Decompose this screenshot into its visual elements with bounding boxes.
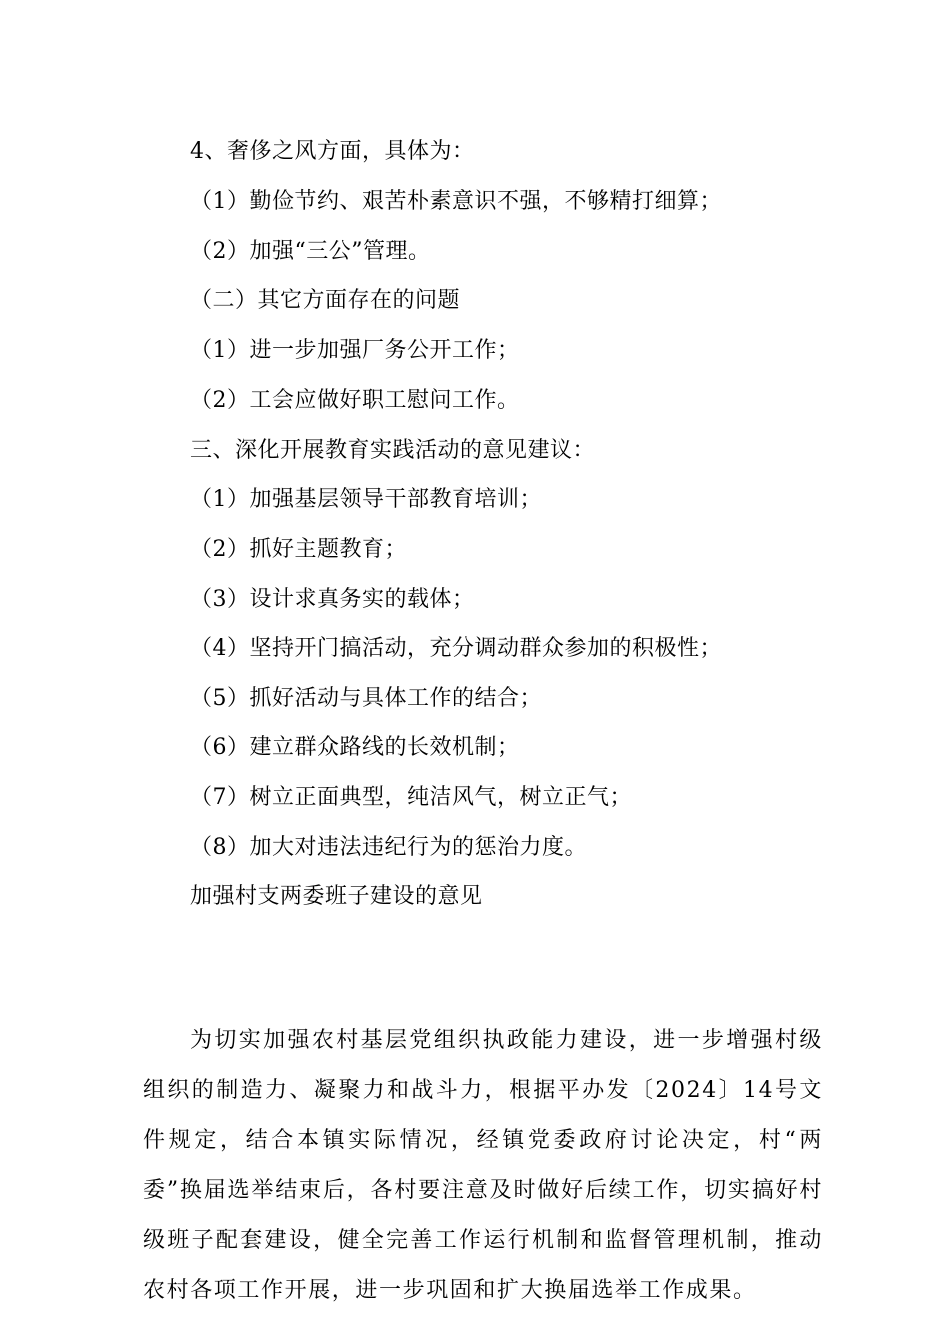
list-item: （1）勤俭节约、艰苦朴素意识不强，不够精打细算； [190, 189, 722, 214]
list-item: （6）建立群众路线的长效机制； [190, 735, 520, 760]
section-heading-other-issues: （二）其它方面存在的问题 [190, 288, 461, 313]
list-item: （1）加强基层领导干部教育培训； [190, 487, 542, 512]
list-item: （2）抓好主题教育； [190, 537, 407, 562]
list-item: （5）抓好活动与具体工作的结合； [190, 686, 542, 711]
section-heading-suggestions: 三、深化开展教育实践活动的意见建议： [190, 438, 596, 463]
list-item: （2）加强“三公”管理。 [190, 239, 431, 264]
list-item: （2）工会应做好职工慰问工作。 [190, 388, 520, 413]
list-item: （8）加大对违法违纪行为的惩治力度。 [190, 835, 587, 860]
list-item: （4）坚持开门搞活动，充分调动群众参加的积极性； [190, 636, 722, 661]
list-item: （1）进一步加强厂务公开工作； [190, 338, 520, 363]
list-item: （7）树立正面典型，纯洁风气，树立正气； [190, 785, 632, 810]
document-title: 加强村支两委班子建设的意见 [190, 884, 483, 909]
list-item: （3）设计求真务实的载体； [190, 587, 475, 612]
body-paragraph: 为切实加强农村基层党组织执政能力建设，进一步增强村级组织的制造力、凝聚力和战斗力，根据平办发〔2024〕14号文件规定，结合本镇实际情况，经镇党委政府讨论决定，村“两委”换届选举结束后，各村要注意及时做好后续工作，切实搞好村级班子配套建设，健全完善工作运行机制和监督管理机制，推动农村各项工作开展，进一步巩固和扩大换届选举工作成果。 [143, 1028, 823, 1303]
section-heading-extravagance: 4、奢侈之风方面，具体为： [190, 139, 475, 164]
